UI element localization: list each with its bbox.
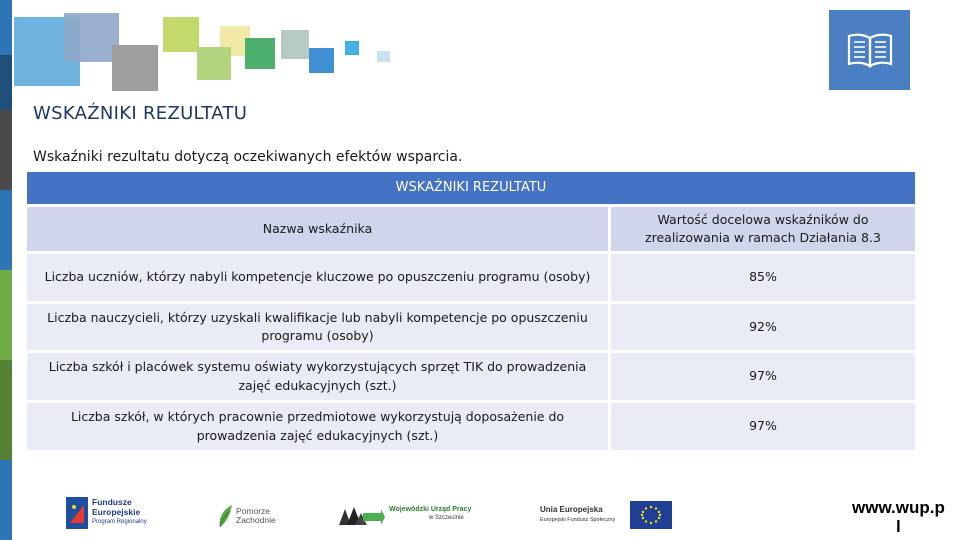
open-book-icon: [845, 30, 895, 70]
wup-line1: Wojewódzki Urząd Pracy: [389, 506, 472, 513]
indicator-name: Liczba nauczycieli, którzy uzyskali kwalifikacje lub nabyli kompetencje po opuszczeniu programu (osoby): [26, 303, 610, 352]
website-url-text[interactable]: www.wup.p: [852, 498, 945, 517]
table-header-row: [26, 206, 917, 253]
fe-line3: Program Regionalny: [92, 519, 147, 525]
unia-europejska-logo: [540, 501, 680, 533]
book-icon-box: [829, 10, 910, 90]
page-title: WSKAŹNIKI REZULTATU: [33, 103, 248, 124]
wup-line2: w Szczecinie: [429, 515, 464, 521]
table-row: [26, 402, 917, 452]
website-url[interactable]: [846, 495, 960, 531]
website-url-continuation: l: [896, 517, 901, 536]
fe-line1: Fundusze: [92, 497, 132, 507]
wup-logo: [337, 501, 487, 533]
table-row: [26, 303, 917, 352]
table-row: [26, 253, 917, 303]
indicator-name: Liczba uczniów, którzy nabyli kompetencje kluczowe po opuszczeniu programu (osoby): [26, 253, 610, 303]
eu-flag-icon: [630, 501, 672, 529]
fe-line2: Europejskie: [92, 507, 141, 517]
indicator-value: 97%: [610, 402, 917, 452]
ue-line2: Europejski Fundusz Społeczny: [540, 517, 616, 523]
page-subtitle: Wskaźniki rezultatu dotyczą oczekiwanych efektów wsparcia.: [33, 149, 463, 165]
ue-line1: Unia Europejska: [540, 505, 603, 514]
pomorze-line2: Zachodnie: [236, 515, 276, 525]
column-header-name: Nazwa wskaźnika: [26, 206, 610, 253]
indicator-value: 97%: [610, 352, 917, 402]
footer-logos: [0, 493, 960, 540]
fe-emblem-icon: [66, 497, 88, 529]
table-title: WSKAŹNIKI REZULTATU: [26, 171, 917, 206]
pomorze-zachodnie-logo: [216, 501, 286, 533]
fundusze-europejskie-logo: [66, 497, 156, 533]
table-row: [26, 352, 917, 402]
pomorze-line1: Pomorze: [236, 506, 271, 516]
indicator-value: 92%: [610, 303, 917, 352]
leaf-icon: [216, 503, 236, 529]
indicator-name: Liczba szkół i placówek systemu oświaty wykorzystujących sprzęt TIK do prowadzenia zajęć edukacyjnych (szt.): [26, 352, 610, 402]
indicator-name: Liczba szkół, w których pracownie przedmiotowe wykorzystują doposażenie do prowadzenia zajęć edukacyjnych (szt.): [26, 402, 610, 452]
column-header-value: Wartość docelowa wskaźników do zrealizowania w ramach Działania 8.3: [610, 206, 917, 253]
results-table: [24, 169, 918, 453]
wup-emblem-icon: [337, 503, 385, 527]
indicator-value: 85%: [610, 253, 917, 303]
